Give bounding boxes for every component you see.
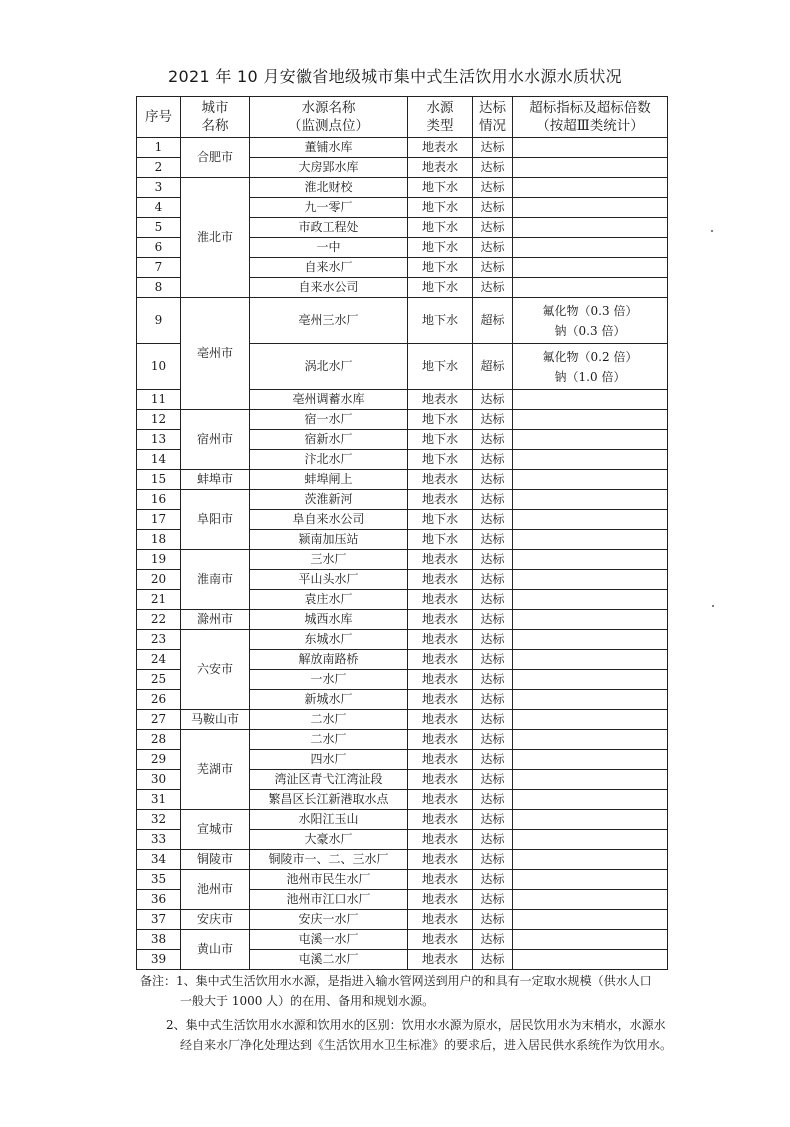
cell-status: 达标 (473, 390, 513, 410)
cell-source: 蚌埠闸上 (250, 470, 408, 490)
cell-type: 地下水 (408, 410, 473, 430)
cell-source: 一水厂 (250, 670, 408, 690)
cell-seq: 5 (137, 218, 181, 238)
cell-seq: 15 (137, 470, 181, 490)
cell-source: 平山头水厂 (250, 570, 408, 590)
cell-status: 达标 (473, 158, 513, 178)
cell-exceed (513, 790, 668, 810)
cell-status: 达标 (473, 790, 513, 810)
cell-status: 达标 (473, 830, 513, 850)
cell-status: 达标 (473, 510, 513, 530)
cell-status: 达标 (473, 650, 513, 670)
table-row (137, 730, 668, 750)
cell-seq: 36 (137, 890, 181, 910)
cell-seq: 22 (137, 610, 181, 630)
cell-status: 达标 (473, 258, 513, 278)
cell-city: 合肥市 (181, 138, 250, 178)
cell-source: 二水厂 (250, 710, 408, 730)
cell-type: 地下水 (408, 298, 473, 344)
cell-type: 地下水 (408, 450, 473, 470)
cell-seq: 7 (137, 258, 181, 278)
cell-type: 地表水 (408, 570, 473, 590)
cell-seq: 27 (137, 710, 181, 730)
cell-type: 地表水 (408, 890, 473, 910)
cell-seq: 8 (137, 278, 181, 298)
header-exceed: 超标指标及超标倍数 （按超Ⅲ类统计） (513, 97, 668, 138)
cell-source: 自来水厂 (250, 258, 408, 278)
cell-source: 颍南加压站 (250, 530, 408, 550)
cell-seq: 29 (137, 750, 181, 770)
cell-status: 达标 (473, 470, 513, 490)
cell-exceed (513, 298, 668, 344)
cell-source: 大豪水厂 (250, 830, 408, 850)
cell-status: 达标 (473, 570, 513, 590)
table-header-row (137, 97, 668, 138)
cell-type: 地表水 (408, 690, 473, 710)
table-row (137, 298, 668, 344)
cell-source: 袁庄水厂 (250, 590, 408, 610)
cell-city: 芜湖市 (181, 730, 250, 810)
cell-source: 三水厂 (250, 550, 408, 570)
cell-seq: 39 (137, 950, 181, 970)
exceed-item: 钠（1.0 倍） (554, 369, 626, 384)
cell-status: 达标 (473, 238, 513, 258)
cell-source: 东城水厂 (250, 630, 408, 650)
cell-seq: 13 (137, 430, 181, 450)
cell-status: 达标 (473, 218, 513, 238)
note-line-1: 备注：1、集中式生活饮用水水源，是指进入输水管网送到用户的和具有一定取水规模（供水人口 (140, 974, 652, 988)
cell-seq: 32 (137, 810, 181, 830)
cell-source: 铜陵市一、二、三水厂 (250, 850, 408, 870)
cell-type: 地表水 (408, 550, 473, 570)
cell-exceed (513, 238, 668, 258)
cell-type: 地表水 (408, 750, 473, 770)
cell-status: 达标 (473, 278, 513, 298)
cell-type: 地表水 (408, 950, 473, 970)
table-row (137, 930, 668, 950)
exceed-item: 氟化物（0.3 倍） (542, 303, 638, 318)
cell-city: 宿州市 (181, 410, 250, 470)
cell-type: 地表水 (408, 810, 473, 830)
cell-type: 地表水 (408, 138, 473, 158)
cell-source: 屯溪二水厂 (250, 950, 408, 970)
cell-city: 滁州市 (181, 610, 250, 630)
cell-type: 地下水 (408, 530, 473, 550)
cell-status: 达标 (473, 450, 513, 470)
cell-exceed (513, 710, 668, 730)
cell-seq: 20 (137, 570, 181, 590)
cell-seq: 12 (137, 410, 181, 430)
cell-exceed (513, 278, 668, 298)
cell-exceed (513, 930, 668, 950)
cell-exceed (513, 490, 668, 510)
cell-exceed (513, 430, 668, 450)
cell-source: 一中 (250, 238, 408, 258)
scan-speck (712, 605, 714, 607)
cell-status: 达标 (473, 410, 513, 430)
cell-city: 马鞍山市 (181, 710, 250, 730)
cell-exceed (513, 750, 668, 770)
cell-source: 九一零厂 (250, 198, 408, 218)
cell-type: 地下水 (408, 430, 473, 450)
cell-exceed (513, 730, 668, 750)
cell-city: 阜阳市 (181, 490, 250, 550)
cell-source: 二水厂 (250, 730, 408, 750)
cell-type: 地表水 (408, 910, 473, 930)
cell-status: 达标 (473, 770, 513, 790)
cell-seq: 33 (137, 830, 181, 850)
cell-status: 达标 (473, 730, 513, 750)
cell-source: 大房郢水库 (250, 158, 408, 178)
cell-source: 解放南路桥 (250, 650, 408, 670)
cell-status: 超标 (473, 344, 513, 390)
cell-status: 达标 (473, 710, 513, 730)
cell-exceed (513, 690, 668, 710)
cell-type: 地表水 (408, 158, 473, 178)
cell-type: 地表水 (408, 790, 473, 810)
cell-status: 达标 (473, 690, 513, 710)
table-row (137, 710, 668, 730)
cell-source: 茨淮新河 (250, 490, 408, 510)
cell-status: 达标 (473, 850, 513, 870)
cell-source: 宿新水厂 (250, 430, 408, 450)
cell-type: 地表水 (408, 830, 473, 850)
cell-type: 地下水 (408, 258, 473, 278)
cell-source: 涡北水厂 (250, 344, 408, 390)
table-row (137, 630, 668, 650)
cell-exceed (513, 850, 668, 870)
cell-status: 达标 (473, 198, 513, 218)
cell-seq: 34 (137, 850, 181, 870)
cell-type: 地表水 (408, 610, 473, 630)
cell-status: 达标 (473, 178, 513, 198)
cell-type: 地表水 (408, 850, 473, 870)
cell-seq: 28 (137, 730, 181, 750)
exceed-item: 氟化物（0.2 倍） (542, 349, 638, 364)
table-row (137, 550, 668, 570)
cell-type: 地下水 (408, 218, 473, 238)
cell-source: 亳州三水厂 (250, 298, 408, 344)
cell-source: 繁昌区长江新港取水点 (250, 790, 408, 810)
cell-type: 地表水 (408, 770, 473, 790)
cell-city: 宣城市 (181, 810, 250, 850)
cell-seq: 2 (137, 158, 181, 178)
cell-exceed (513, 138, 668, 158)
table-row (137, 870, 668, 890)
cell-exceed (513, 510, 668, 530)
cell-seq: 26 (137, 690, 181, 710)
cell-type: 地下水 (408, 238, 473, 258)
cell-status: 达标 (473, 750, 513, 770)
cell-status: 超标 (473, 298, 513, 344)
cell-source: 池州市江口水厂 (250, 890, 408, 910)
cell-source: 城西水库 (250, 610, 408, 630)
water-quality-table (136, 96, 668, 970)
table-row (137, 490, 668, 510)
cell-seq: 37 (137, 910, 181, 930)
cell-type: 地下水 (408, 278, 473, 298)
cell-status: 达标 (473, 670, 513, 690)
note-line-2: 一般大于 1000 人）的在用、备用和规划水源。 (180, 994, 435, 1008)
cell-seq: 6 (137, 238, 181, 258)
table-row (137, 610, 668, 630)
cell-exceed (513, 670, 668, 690)
cell-source: 水阳江玉山 (250, 810, 408, 830)
page-title: 2021 年 10 月安徽省地级城市集中式生活饮用水水源水质状况 (168, 67, 622, 86)
cell-type: 地下水 (408, 344, 473, 390)
cell-source: 市政工程处 (250, 218, 408, 238)
cell-exceed (513, 890, 668, 910)
cell-source: 四水厂 (250, 750, 408, 770)
scan-speck (711, 230, 713, 232)
cell-source: 池州市民生水厂 (250, 870, 408, 890)
cell-status: 达标 (473, 590, 513, 610)
cell-source: 淮北财校 (250, 178, 408, 198)
cell-type: 地表水 (408, 490, 473, 510)
cell-exceed (513, 258, 668, 278)
note-line-3: 2、集中式生活饮用水水源和饮用水的区别：饮用水水源为原水，居民饮用水为末梢水，水源水 (166, 1018, 666, 1032)
table-row (137, 138, 668, 158)
cell-status: 达标 (473, 910, 513, 930)
cell-seq: 21 (137, 590, 181, 610)
cell-seq: 1 (137, 138, 181, 158)
cell-source: 自来水公司 (250, 278, 408, 298)
cell-exceed (513, 470, 668, 490)
cell-seq: 24 (137, 650, 181, 670)
cell-exceed (513, 410, 668, 430)
cell-status: 达标 (473, 930, 513, 950)
cell-status: 达标 (473, 138, 513, 158)
header-seq: 序号 (137, 97, 181, 138)
cell-seq: 30 (137, 770, 181, 790)
cell-type: 地表水 (408, 730, 473, 750)
cell-exceed (513, 590, 668, 610)
cell-seq: 14 (137, 450, 181, 470)
cell-exceed (513, 630, 668, 650)
cell-exceed (513, 610, 668, 630)
cell-exceed (513, 570, 668, 590)
header-type: 水源 类型 (408, 97, 473, 138)
cell-city: 铜陵市 (181, 850, 250, 870)
cell-type: 地表水 (408, 710, 473, 730)
cell-seq: 31 (137, 790, 181, 810)
cell-source: 宿一水厂 (250, 410, 408, 430)
cell-source: 安庆一水厂 (250, 910, 408, 930)
cell-type: 地表水 (408, 630, 473, 650)
cell-city: 亳州市 (181, 298, 250, 410)
cell-source: 亳州调蓄水库 (250, 390, 408, 410)
note-line-4: 经自来水厂净化处理达到《生活饮用水卫生标准》的要求后，进入居民供水系统作为饮用水。 (180, 1038, 673, 1052)
cell-seq: 25 (137, 670, 181, 690)
cell-status: 达标 (473, 630, 513, 650)
table-row (137, 810, 668, 830)
cell-exceed (513, 830, 668, 850)
cell-seq: 16 (137, 490, 181, 510)
table-row (137, 410, 668, 430)
cell-seq: 10 (137, 344, 181, 390)
cell-city: 蚌埠市 (181, 470, 250, 490)
cell-exceed (513, 390, 668, 410)
cell-type: 地表水 (408, 670, 473, 690)
cell-source: 阜自来水公司 (250, 510, 408, 530)
cell-type: 地下水 (408, 198, 473, 218)
cell-source: 湾沚区青弋江湾沚段 (250, 770, 408, 790)
header-source: 水源名称 （监测点位） (250, 97, 408, 138)
cell-exceed (513, 158, 668, 178)
cell-status: 达标 (473, 950, 513, 970)
cell-city: 池州市 (181, 870, 250, 910)
cell-exceed (513, 810, 668, 830)
cell-exceed (513, 950, 668, 970)
cell-status: 达标 (473, 530, 513, 550)
cell-source: 屯溪一水厂 (250, 930, 408, 950)
cell-status: 达标 (473, 810, 513, 830)
cell-type: 地表水 (408, 590, 473, 610)
cell-exceed (513, 344, 668, 390)
cell-exceed (513, 450, 668, 470)
cell-seq: 17 (137, 510, 181, 530)
table-row (137, 470, 668, 490)
cell-type: 地表水 (408, 470, 473, 490)
cell-type: 地表水 (408, 870, 473, 890)
cell-seq: 38 (137, 930, 181, 950)
cell-source: 新城水厂 (250, 690, 408, 710)
cell-city: 安庆市 (181, 910, 250, 930)
cell-source: 董铺水库 (250, 138, 408, 158)
cell-exceed (513, 910, 668, 930)
cell-exceed (513, 550, 668, 570)
cell-seq: 19 (137, 550, 181, 570)
cell-status: 达标 (473, 890, 513, 910)
cell-status: 达标 (473, 870, 513, 890)
cell-type: 地下水 (408, 178, 473, 198)
header-status: 达标 情况 (473, 97, 513, 138)
cell-exceed (513, 530, 668, 550)
cell-seq: 4 (137, 198, 181, 218)
cell-city: 六安市 (181, 630, 250, 710)
cell-status: 达标 (473, 430, 513, 450)
exceed-item: 钠（0.3 倍） (554, 323, 626, 338)
cell-exceed (513, 198, 668, 218)
cell-type: 地表水 (408, 390, 473, 410)
cell-status: 达标 (473, 610, 513, 630)
cell-exceed (513, 650, 668, 670)
cell-seq: 3 (137, 178, 181, 198)
cell-seq: 18 (137, 530, 181, 550)
cell-source: 汴北水厂 (250, 450, 408, 470)
cell-type: 地表水 (408, 650, 473, 670)
cell-type: 地表水 (408, 930, 473, 950)
header-city: 城市 名称 (181, 97, 250, 138)
table-row (137, 850, 668, 870)
cell-seq: 11 (137, 390, 181, 410)
table-row (137, 178, 668, 198)
cell-exceed (513, 870, 668, 890)
cell-type: 地下水 (408, 510, 473, 530)
cell-city: 淮北市 (181, 178, 250, 298)
cell-seq: 35 (137, 870, 181, 890)
cell-city: 淮南市 (181, 550, 250, 610)
cell-exceed (513, 770, 668, 790)
cell-city: 黄山市 (181, 930, 250, 970)
cell-exceed (513, 178, 668, 198)
cell-seq: 9 (137, 298, 181, 344)
cell-seq: 23 (137, 630, 181, 650)
table-row (137, 910, 668, 930)
cell-status: 达标 (473, 490, 513, 510)
cell-exceed (513, 218, 668, 238)
cell-status: 达标 (473, 550, 513, 570)
